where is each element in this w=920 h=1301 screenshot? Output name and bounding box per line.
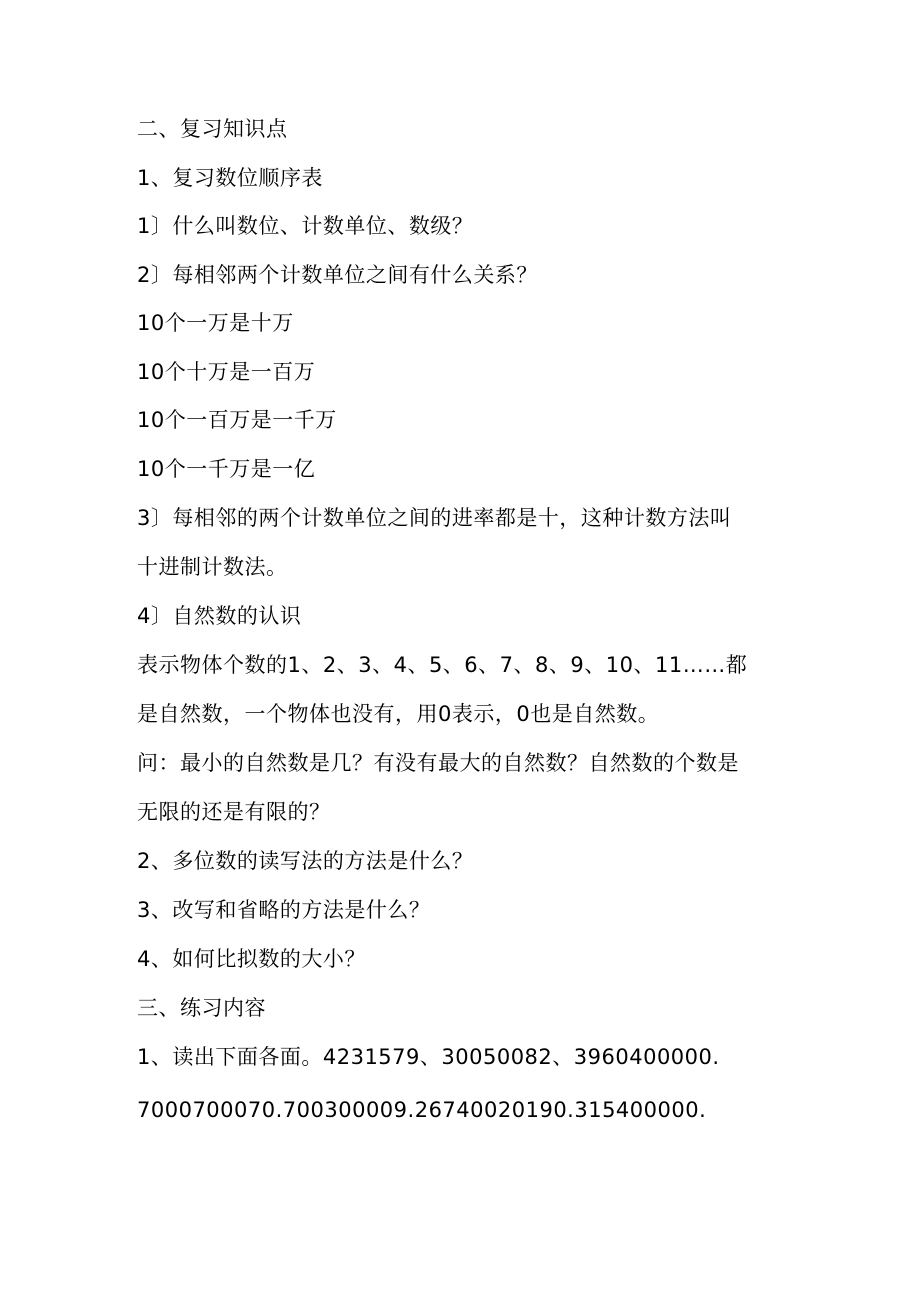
paragraph-natural-numbers-line-1: 表示物体个数的1、2、3、4、5、6、7、8、9、10、11……都 — [137, 653, 748, 677]
paragraph-natural-numbers-line-2: 是自然数，一个物体也没有，用0表示，0也是自然数。 — [137, 702, 660, 726]
fact-hundred-thousand-to-million: 10个十万是一百万 — [137, 360, 316, 384]
item-compare-numbers: 4、如何比拟数的大小？ — [137, 947, 366, 971]
question-natural-numbers-line-2: 无限的还是有限的？ — [137, 800, 331, 824]
heading-natural-numbers: 4〕自然数的认识 — [137, 604, 302, 628]
exercise-read-numbers-line-1: 1、读出下面各面。4231579、30050082、3960400000. — [137, 1045, 720, 1069]
question-natural-numbers-line-1: 问：最小的自然数是几？有没有最大的自然数？自然数的个数是 — [137, 751, 739, 775]
fact-million-to-ten-million: 10个一百万是一千万 — [137, 408, 337, 432]
heading-review-knowledge: 二、复习知识点 — [137, 117, 288, 141]
fact-ten-million-to-hundred-million: 10个一千万是一亿 — [137, 457, 316, 481]
question-adjacent-unit-relation: 2〕每相邻两个计数单位之间有什么关系？ — [137, 263, 538, 287]
heading-practice-content: 三、练习内容 — [137, 996, 266, 1020]
paragraph-decimal-system-line-1: 3〕每相邻的两个计数单位之间的进率都是十，这种计数方法叫 — [137, 506, 732, 530]
exercise-read-numbers-line-2: 7000700070.700300009.26740020190.315400000. — [137, 1098, 707, 1122]
item-review-place-value-table: 1、复习数位顺序表 — [137, 166, 323, 190]
item-multi-digit-read-write: 2、多位数的读写法的方法是什么？ — [137, 849, 474, 873]
question-place-value-definition: 1〕什么叫数位、计数单位、数级？ — [137, 214, 474, 238]
fact-ten-thousand-to-hundred-thousand: 10个一万是十万 — [137, 311, 294, 335]
item-rewrite-and-omit: 3、改写和省略的方法是什么？ — [137, 898, 431, 922]
paragraph-decimal-system-line-2: 十进制计数法。 — [137, 555, 288, 579]
